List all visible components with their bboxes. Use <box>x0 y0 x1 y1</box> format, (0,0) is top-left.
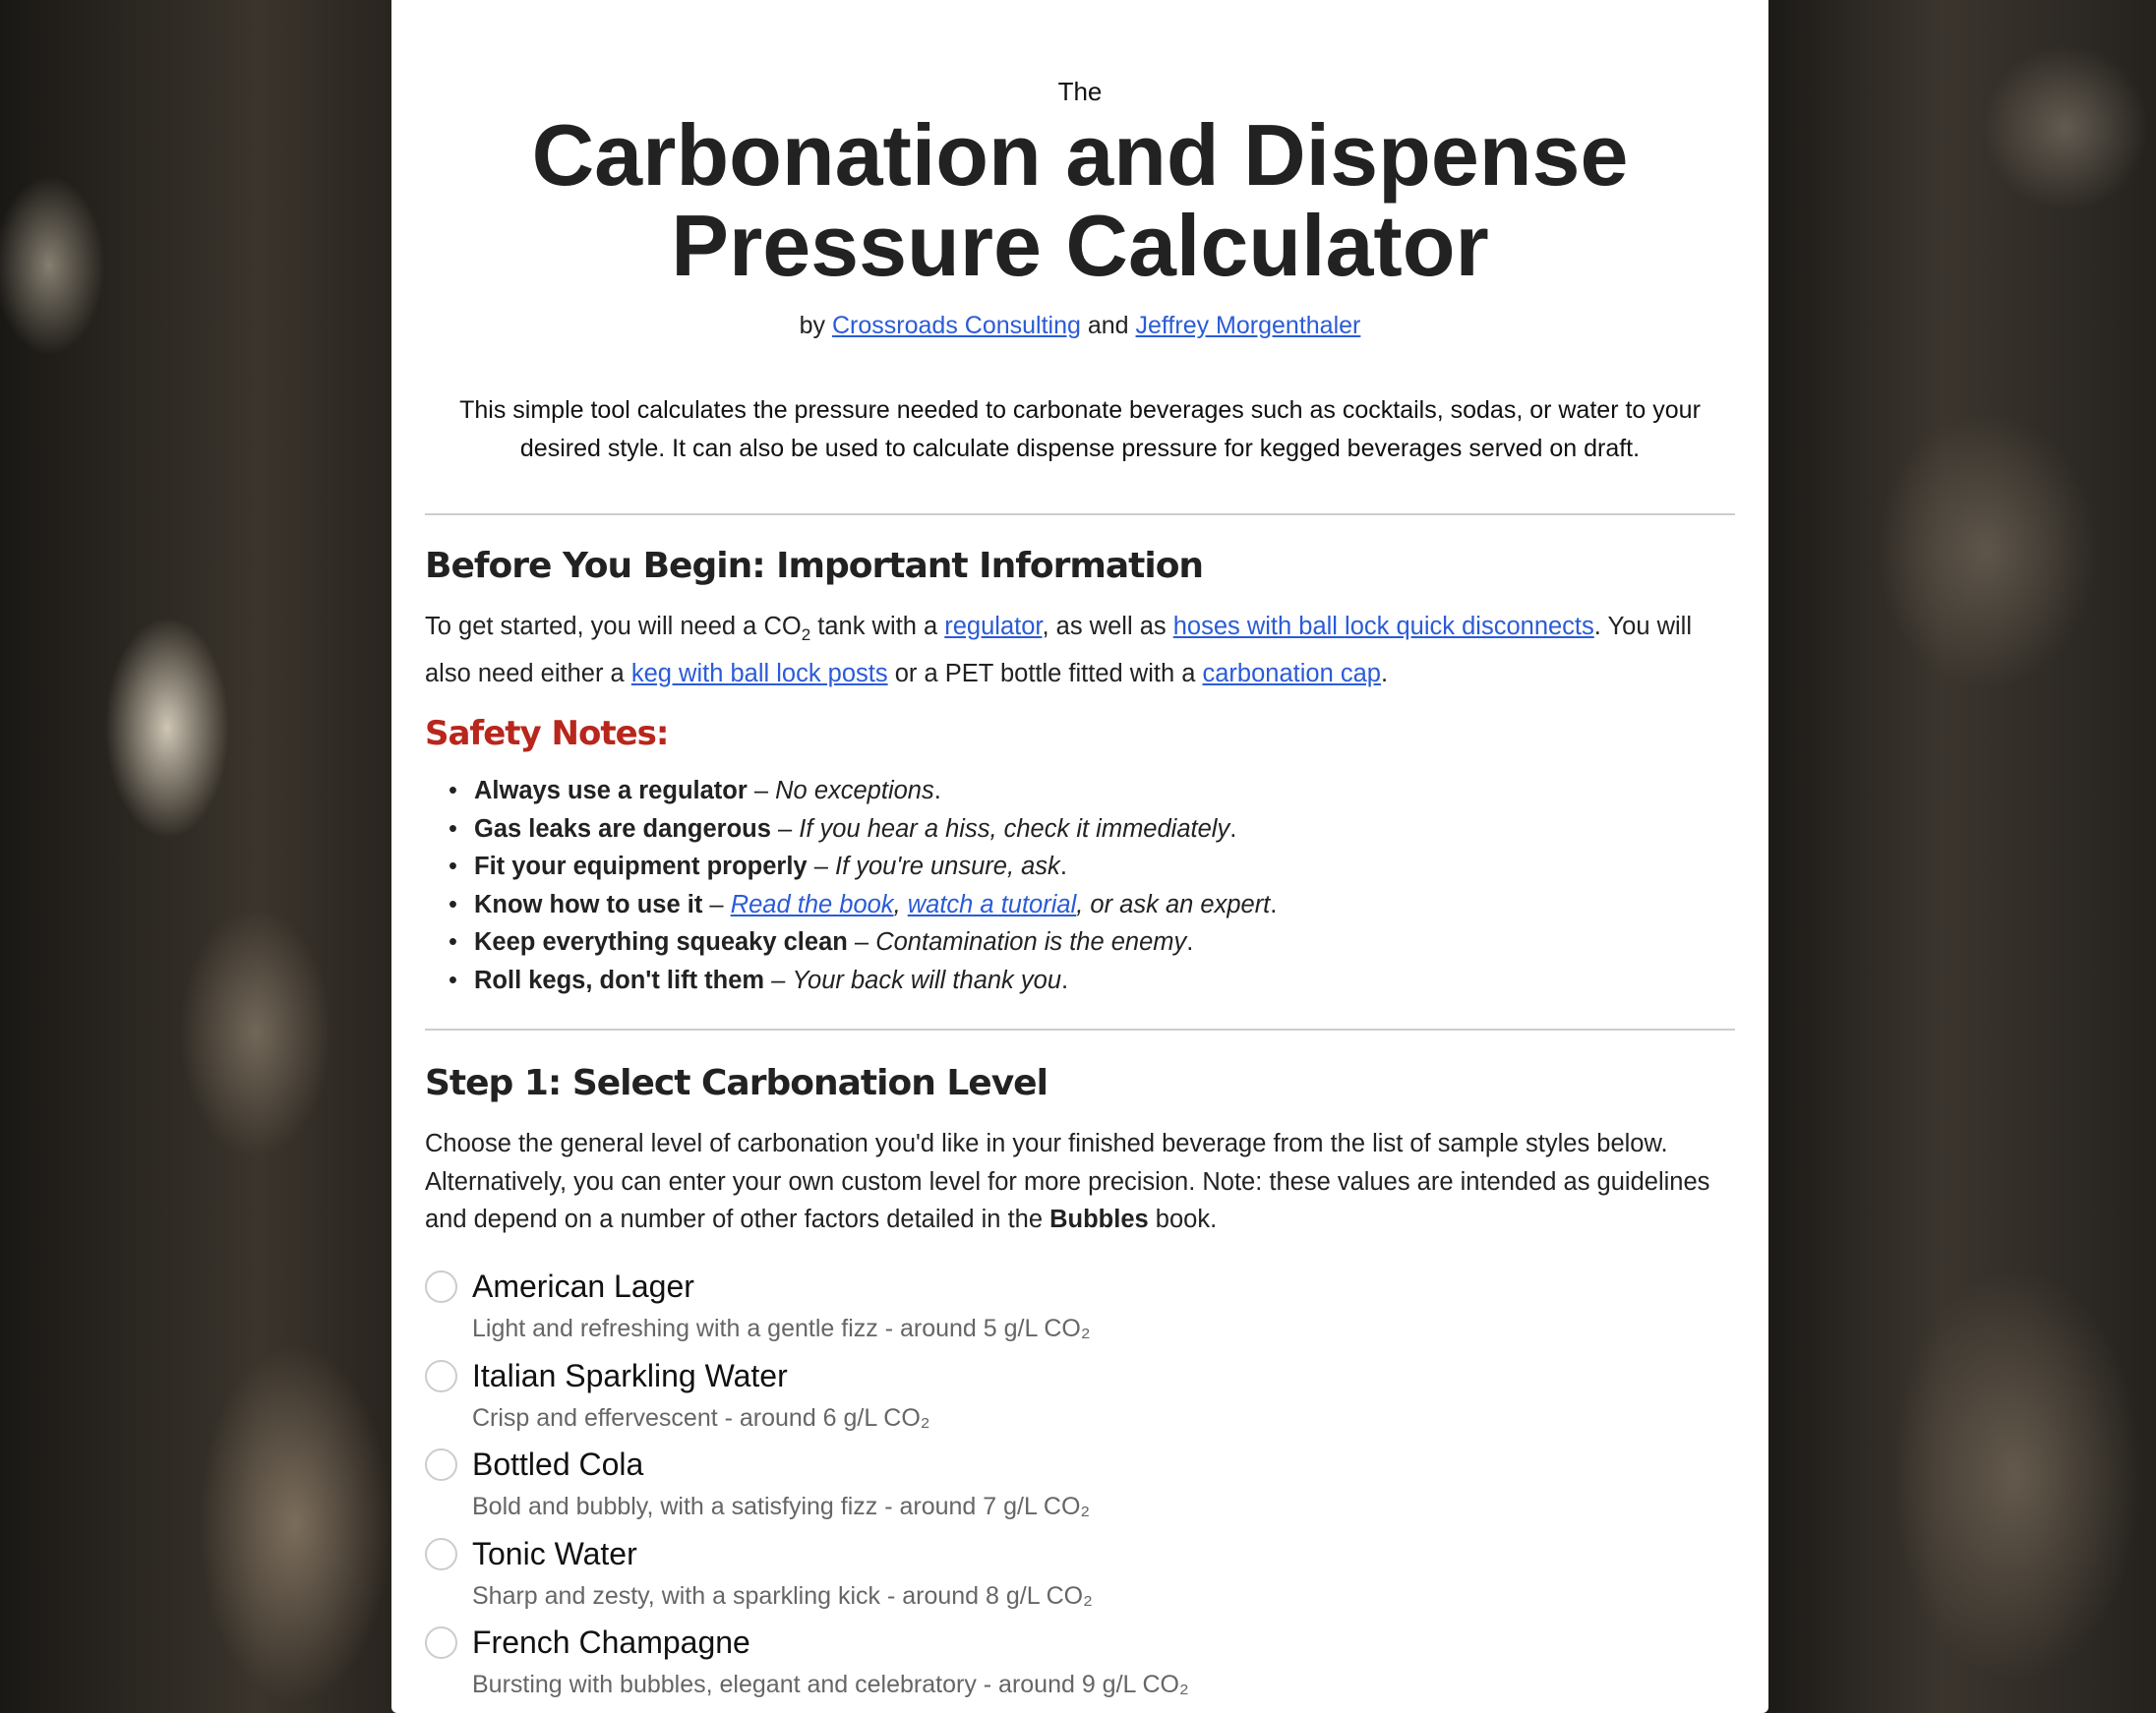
option-label[interactable]: French Champagne <box>472 1624 750 1660</box>
t: , as well as <box>1042 613 1173 640</box>
title-line-1: Carbonation and Dispense <box>531 106 1629 204</box>
watch-tutorial-link[interactable]: watch a tutorial <box>907 890 1077 918</box>
d: – <box>747 777 776 804</box>
radio-button[interactable] <box>425 1270 457 1303</box>
option-desc: Crisp and effervescent - around 6 g/L CO₂ <box>472 1404 930 1432</box>
option-label[interactable]: Bottled Cola <box>472 1447 644 1482</box>
intro-text: This simple tool calculates the pressure needed to carbonate beverages such as cocktails, sodas, or water to your desired style. It can also be used to calculate dispense pressure for kegged beverages served on draft. <box>459 396 1701 462</box>
title-line-2: Pressure Calculator <box>671 197 1489 294</box>
p: . <box>1229 814 1237 843</box>
divider <box>425 1029 1735 1031</box>
option-desc: Bursting with bubbles, elegant and celebratory - around 9 g/L CO₂ <box>472 1671 1189 1698</box>
e: Contamination is the enemy <box>875 928 1187 956</box>
radio-button[interactable] <box>425 1538 457 1570</box>
t: tank with a <box>810 613 945 640</box>
t: To get started, you will need a CO <box>425 613 802 640</box>
t: . You will also need either a <box>425 613 1693 687</box>
step1-text <box>425 1125 1735 1239</box>
bubbles-book: Bubbles <box>1049 1206 1149 1233</box>
radio-button[interactable] <box>425 1626 457 1659</box>
e: , or ask an expert <box>1076 890 1271 918</box>
radio-button[interactable] <box>425 1448 457 1481</box>
safety-item <box>450 923 1277 962</box>
b: Gas leaks are dangerous <box>474 814 771 843</box>
option-label[interactable]: Italian Sparkling Water <box>472 1358 788 1393</box>
b: Know how to use it <box>474 890 703 918</box>
page-title <box>391 106 1768 294</box>
pre-title: The <box>1057 77 1103 106</box>
divider <box>425 513 1735 515</box>
option-desc: Light and refreshing with a gentle fizz - around 5 g/L CO₂ <box>472 1315 1091 1342</box>
hoses-link[interactable]: hoses with ball lock quick disconnects <box>1172 613 1594 640</box>
e: Your back will thank you <box>792 966 1062 994</box>
p: . <box>1270 890 1278 918</box>
safety-item <box>450 772 1277 810</box>
safety-item <box>450 962 1277 1000</box>
p: . <box>1061 966 1069 994</box>
author-link-crossroads[interactable]: Crossroads Consulting <box>832 312 1081 339</box>
by-text: by <box>799 312 826 339</box>
safety-item <box>450 886 1277 924</box>
sub: 2 <box>801 625 811 645</box>
before-heading: Before You Begin: Important Information <box>425 546 1204 586</box>
option-desc: Sharp and zesty, with a sparkling kick - around 8 g/L CO₂ <box>472 1582 1093 1610</box>
and-text: and <box>1087 312 1129 339</box>
t: . <box>1380 659 1389 687</box>
d: – <box>764 966 793 994</box>
t: Choose the general level of carbonation you'd like in your finished beverage from the list of sample styles below. Alternatively, you can enter your own custom level for more precision. Note: these values are intended as guidelines and depend on a number of other factors detailed in the <box>425 1130 1710 1233</box>
safety-list <box>450 772 1277 999</box>
b: Keep everything squeaky clean <box>474 928 848 956</box>
b: Fit your equipment properly <box>474 853 808 880</box>
c: , <box>893 890 908 918</box>
b: Roll kegs, don't lift them <box>474 966 765 994</box>
b: Always use a regulator <box>474 777 748 804</box>
e: No exceptions <box>775 777 934 804</box>
author-link-morgenthaler[interactable]: Jeffrey Morgenthaler <box>1135 312 1361 339</box>
safety-heading: Safety Notes: <box>425 714 669 753</box>
before-text <box>425 608 1735 692</box>
t: or a PET bottle fitted with a <box>887 659 1203 687</box>
safety-item <box>450 848 1277 886</box>
calculator-panel <box>391 0 1768 1713</box>
carbonation-cap-link[interactable]: carbonation cap <box>1202 659 1381 687</box>
option-label[interactable]: American Lager <box>472 1269 694 1304</box>
regulator-link[interactable]: regulator <box>944 613 1043 640</box>
p: . <box>1059 853 1067 880</box>
keg-link[interactable]: keg with ball lock posts <box>630 659 888 687</box>
step1-heading: Step 1: Select Carbonation Level <box>425 1063 1048 1103</box>
option-desc: Bold and bubbly, with a satisfying fizz - around 7 g/L CO₂ <box>472 1493 1091 1520</box>
p: . <box>1186 928 1194 956</box>
read-book-link[interactable]: Read the book <box>730 890 894 918</box>
safety-item <box>450 810 1277 849</box>
byline <box>391 311 1768 340</box>
e: If you're unsure, ask <box>834 853 1060 880</box>
d: – <box>847 928 876 956</box>
d: – <box>702 890 731 918</box>
d: – <box>770 814 800 843</box>
e: If you hear a hiss, check it immediately <box>799 814 1230 843</box>
d: – <box>807 853 835 880</box>
p: . <box>933 777 941 804</box>
t: book. <box>1148 1206 1218 1233</box>
radio-button[interactable] <box>425 1360 457 1392</box>
option-label[interactable]: Tonic Water <box>472 1536 637 1571</box>
